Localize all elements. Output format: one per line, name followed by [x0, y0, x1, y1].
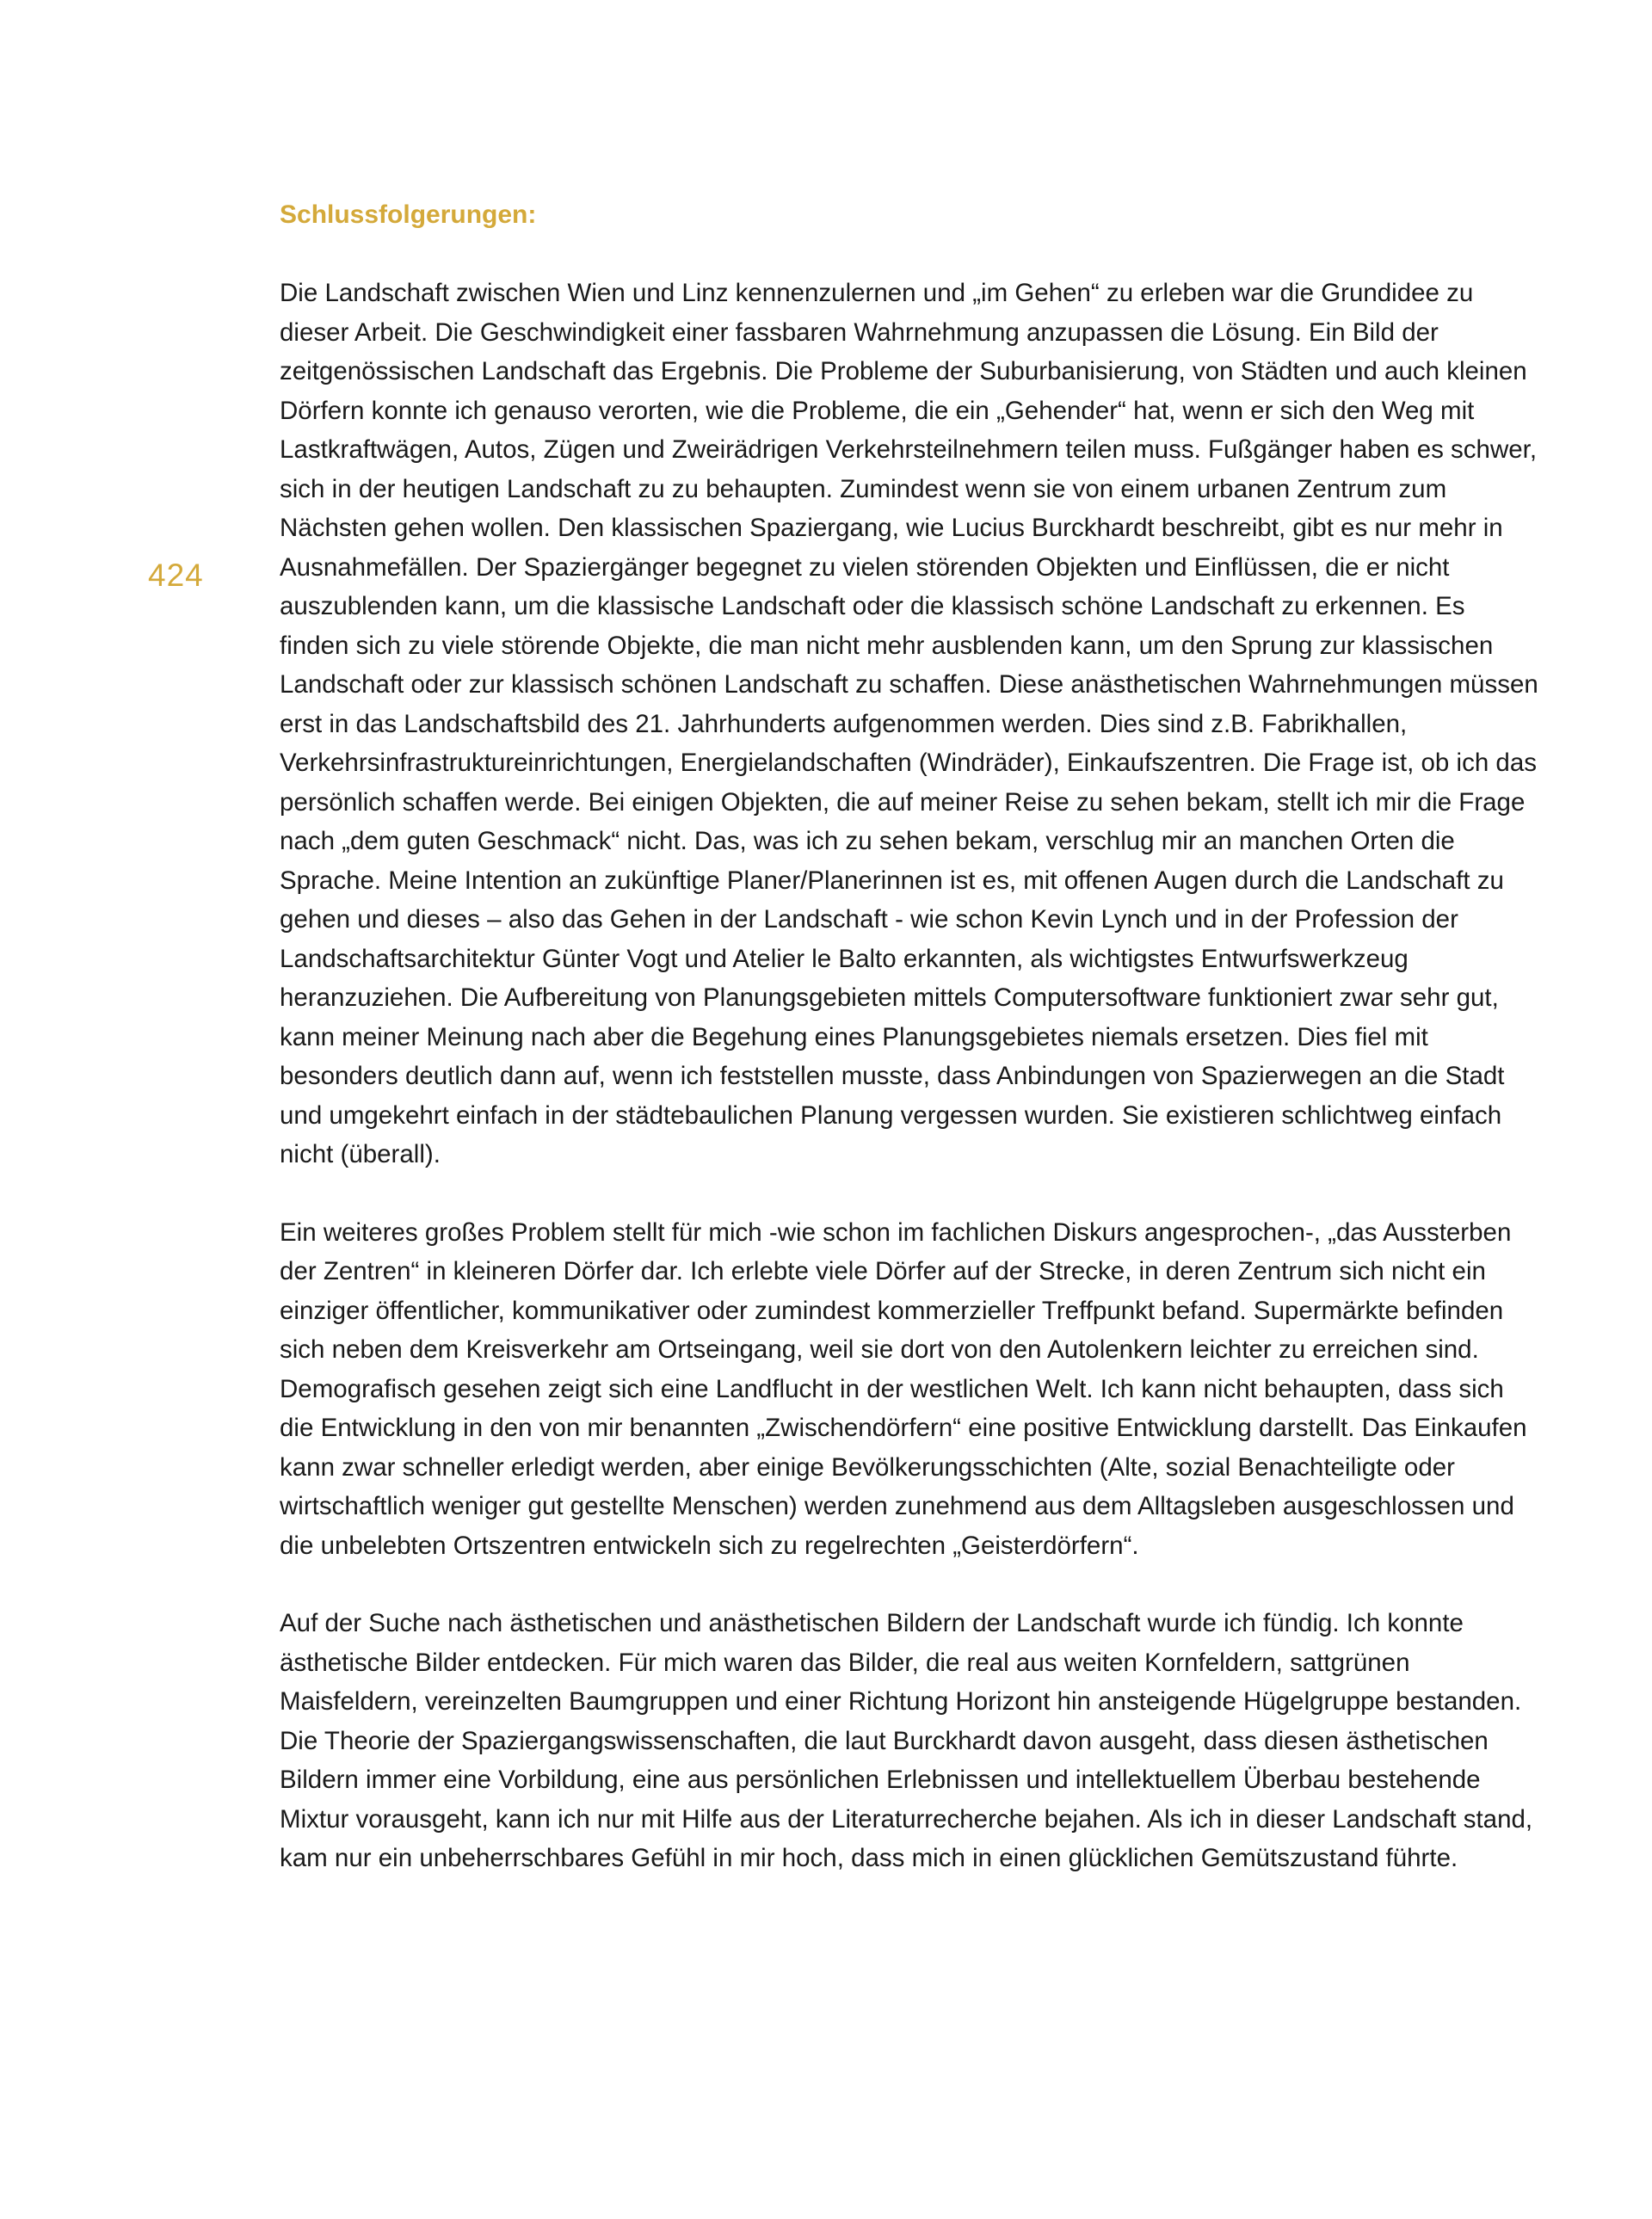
section-heading: Schlussfolgerungen: — [280, 200, 537, 229]
body-paragraph-2: Ein weiteres großes Problem stellt für mich -wie schon im fachlichen Diskurs angesprochen-, „das Aussterben der Zentren“ in kleineren Dörfer dar. Ich erlebte viele Dörfer auf der Strecke, in deren Zentrum sich nicht ein einziger öffentlicher, kommunikativer oder zumindest kommerzieller Treffpunkt befand. Supermärkte befinden sich neben dem Kreisverkehr am Ortseingang, weil sie dort von den Autolenkern leichter zu erreichen sind. Demografisch gesehen zeigt sich eine Landflucht in der westlichen Welt. Ich kann nicht behaupten, dass sich die Entwicklung in den von mir benannten „Zwischendörfern“ eine positive Entwicklung darstellt. Das Einkaufen kann zwar schneller erledigt werden, aber einige Bevölkerungsschichten (Alte, sozial Benachteiligte oder wirtschaftlich weniger gut gestellte Menschen) werden zunehmend aus dem Alltagsleben ausgeschlossen und die unbelebten Ortszentren entwickeln sich zu regelrechten „Geisterdörfern“. — [280, 1217, 1527, 1560]
page-content — [280, 196, 1540, 1917]
page-number: 424 — [148, 558, 204, 593]
body-paragraph-3: Auf der Suche nach ästhetischen und anästhetischen Bildern der Landschaft wurde ich fündig. Ich konnte ästhetische Bilder entdecken. Für mich waren das Bilder, die real aus weiten Kornfeldern, sattgrünen Maisfeldern, vereinzelten Baumgruppen und einer Richtung Horizont hin ansteigende Hügelgruppe bestanden. Die Theorie der Spaziergangswissenschaften, die laut Burckhardt davon ausgeht, dass diesen ästhetischen Bildern immer eine Vorbildung, eine aus persönlichen Erlebnissen und intellektuellem Überbau bestehende Mixtur vorausgeht, kann ich nur mit Hilfe aus der Literaturrecherche bejahen. Als ich in dieser Landschaft stand, kam nur ein unbeherrschbares Gefühl in mir hoch, dass mich in einen glücklichen Gemütszustand führte. — [280, 1609, 1533, 1872]
body-paragraph-1: Die Landschaft zwischen Wien und Linz kennenzulernen und „im Gehen“ zu erleben war die Grundidee zu dieser Arbeit. Die Geschwindigkeit einer fassbaren Wahrnehmung anzupassen die Lösung. Ein Bild der zeitgenössischen Landschaft das Ergebnis. Die Probleme der Suburbanisierung, von Städten und auch kleinen Dörfern konnte ich genauso verorten, wie die Probleme, die ein „Gehender“ hat, wenn er sich den Weg mit Lastkraftwägen, Autos, Zügen und Zweirädrigen Verkehrsteilnehmern teilen muss. Fußgänger haben es schwer, sich in der heutigen Landschaft zu zu behaupten. Zumindest wenn sie von einem urbanen Zentrum zum Nächsten gehen wollen. Den klassischen Spaziergang, wie Lucius Burckhardt beschreibt, gibt es nur mehr in Ausnahmefällen. Der Spaziergänger begegnet zu vielen störenden Objekten und Einflüssen, die er nicht auszublenden kann, um die klassische Landschaft oder die klassisch schöne Landschaft zu erkennen. Es finden sich zu viele störende Objekte, die man nicht mehr ausblenden kann, um den Sprung zur klassischen Landschaft oder zur klassisch schönen Landschaft zu schaffen. Diese anästhetischen Wahrnehmungen müssen erst in das Landschaftsbild des 21. Jahrhunderts aufgenommen werden. Dies sind z.B. Fabrikhallen, Verkehrsinfrastruktureinrichtungen, Energielandschaften (Windräder), Einkaufszentren. Die Frage ist, ob ich das persönlich schaffen werde. Bei einigen Objekten, die auf meiner Reise zu sehen bekam, stellt ich mir die Frage nach „dem guten Geschmack“ nicht. Das, was ich zu sehen bekam, verschlug mir an manchen Orten die Sprache. Meine Intention an zukünftige Planer/Planerinnen ist es, mit offenen Augen durch die Landschaft zu gehen und dieses – also das Gehen in der Landschaft - wie schon Kevin Lynch und in der Profession der Landschaftsarchitektur Günter Vogt und Atelier le Balto erkannten, als wichtigstes Entwurfswerkzeug heranzuziehen. Die Aufbereitung von Planungsgebieten mittels Computersoftware funktioniert zwar sehr gut, kann meiner Meinung nach aber die Begehung eines Planungsgebietes niemals ersetzen. Dies fiel mit besonders deutlich dann auf, wenn ich feststellen musste, dass Anbindungen von Spazierwegen an die Stadt und umgekehrt einfach in der städtebaulichen Planung vergessen wurden. Sie existieren schlichtweg einfach nicht (überall). — [280, 279, 1538, 1168]
